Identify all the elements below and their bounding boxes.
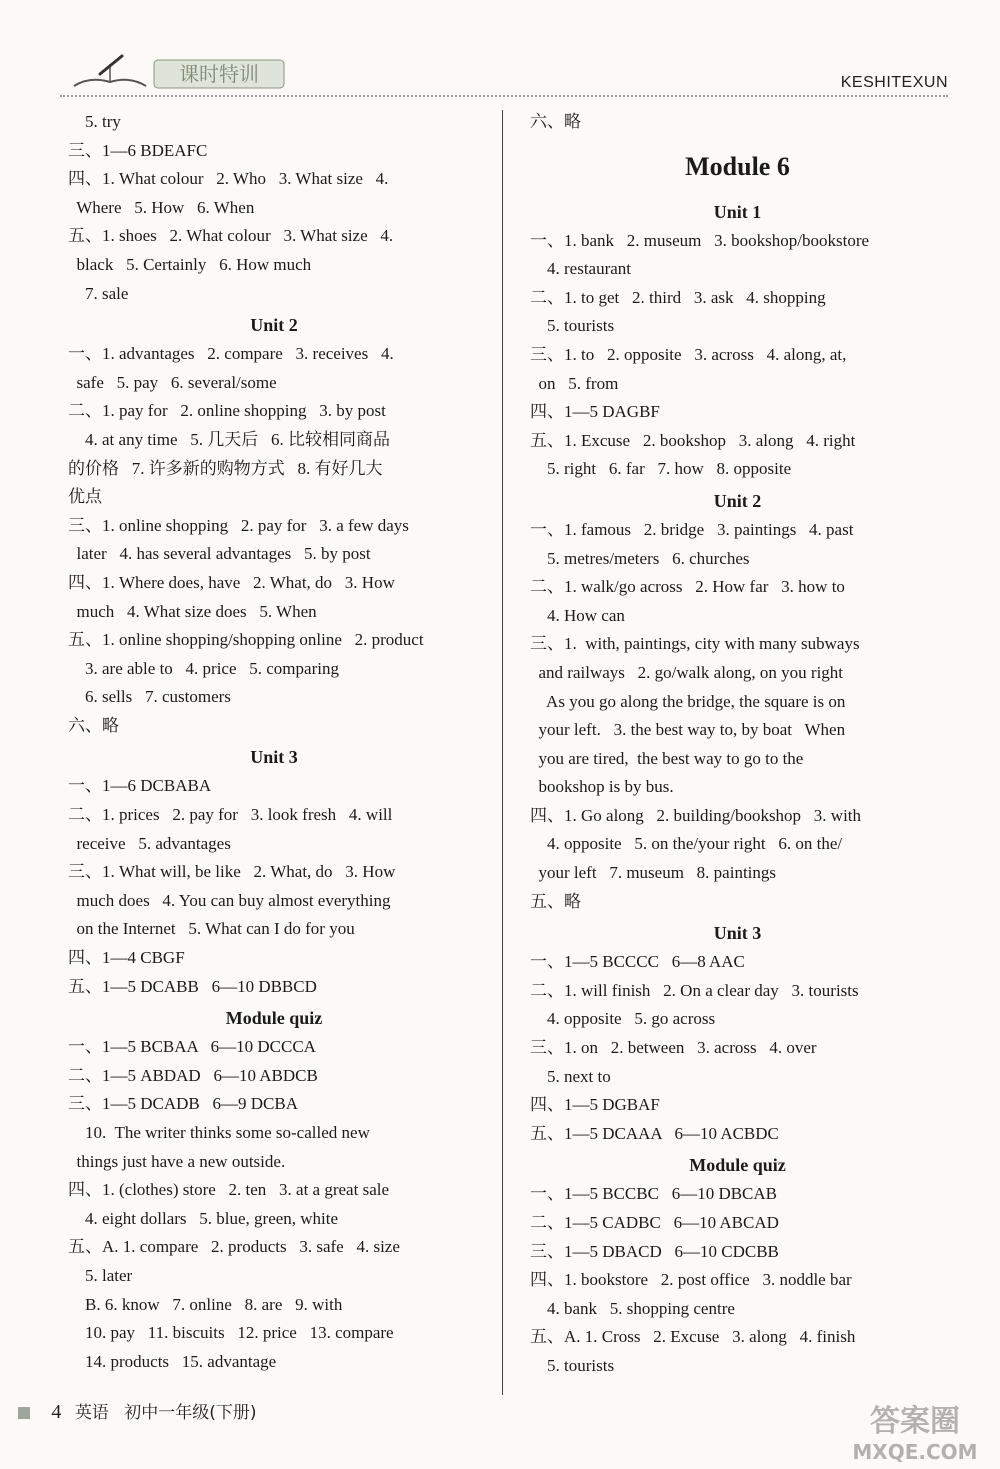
answer-line: 5. next to xyxy=(530,1066,611,1086)
answer-line: 四、1—4 CBGF xyxy=(68,948,185,968)
page-number: 4 xyxy=(51,1401,62,1423)
answer-line: 一、1—5 BCCBC 6—10 DBCAB xyxy=(530,1184,778,1204)
answer-line: 四、1. Go along 2. building/bookshop 3. with xyxy=(530,805,862,825)
answer-line: 4. opposite 5. go across xyxy=(530,1009,716,1029)
answer-line: 五、A. 1. Cross 2. Excuse 3. along 4. finish xyxy=(530,1327,856,1347)
footer-grade: 初中一年级(下册) xyxy=(124,1403,257,1423)
answer-line: 5. right 6. far 7. how 8. opposite xyxy=(530,459,792,479)
answer-line: 五、略 xyxy=(530,891,581,911)
answer-line: and railways 2. go/walk along, on you right xyxy=(530,662,844,682)
module-title: Module 6 xyxy=(685,151,790,181)
section-title: Unit 3 xyxy=(713,923,762,944)
answer-line: 五、1. online shopping/shopping online 2. product xyxy=(68,630,424,650)
answer-line: 四、1. What colour 2. Who 3. What size 4. xyxy=(68,169,389,189)
answer-line: 二、1. prices 2. pay for 3. look fresh 4. will xyxy=(68,805,393,825)
answer-line: 二、1. pay for 2. online shopping 3. by post xyxy=(68,401,386,421)
answer-line: 一、1. advantages 2. compare 3. receives 4. xyxy=(68,344,394,364)
answer-line: 4. bank 5. shopping centre xyxy=(530,1298,735,1318)
answer-line: 4. How can xyxy=(530,605,625,625)
answer-line: 一、1—5 BCCCC 6—8 AAC xyxy=(530,952,745,972)
column-divider xyxy=(502,110,503,1395)
answer-line: later 4. has several advantages 5. by post xyxy=(68,544,371,564)
answer-line: 一、1—6 DCBABA xyxy=(68,776,212,796)
section-title: Module quiz xyxy=(225,1008,323,1029)
answer-line: you are tired, the best way to go to the xyxy=(530,748,804,768)
answer-line: 一、1—5 BCBAA 6—10 DCCCA xyxy=(68,1037,316,1057)
section-title: Unit 2 xyxy=(713,490,762,511)
answer-line: 四、1—5 DAGBF xyxy=(530,402,660,422)
footer-mark-icon xyxy=(18,1407,30,1419)
answer-line: receive 5. advantages xyxy=(68,833,231,853)
answer-line: 二、1—5 CADBC 6—10 ABCAD xyxy=(530,1213,779,1232)
answer-line: 7. sale xyxy=(68,283,129,303)
answer-line: 4. eight dollars 5. blue, green, white xyxy=(68,1208,339,1228)
answer-line: bookshop is by bus. xyxy=(530,777,674,797)
page-header xyxy=(0,0,1000,100)
header-code: KESHITEXUN xyxy=(840,74,948,91)
answer-line: 三、1. with, paintings, city with many subways xyxy=(530,634,860,654)
answer-line: 四、1—5 DGBAF xyxy=(530,1095,660,1115)
answer-line: 三、1. What will, be like 2. What, do 3. How xyxy=(68,862,396,882)
answer-line: black 5. Certainly 6. How much xyxy=(68,254,312,274)
answer-line: your left. 3. the best way to, by boat When xyxy=(530,720,846,740)
answer-line: 三、1—5 DBACD 6—10 CDCBB xyxy=(530,1241,779,1261)
watermark-logo xyxy=(840,1395,990,1467)
answer-line: 5. metres/meters 6. churches xyxy=(530,548,750,568)
answer-line: 三、1—5 DCADB 6—9 DCBA xyxy=(68,1094,298,1114)
watermark-top: 答案圈 xyxy=(870,1404,960,1439)
page-footer xyxy=(18,1398,256,1424)
answer-line: on the Internet 5. What can I do for you xyxy=(68,919,355,939)
answer-line: 5. later xyxy=(68,1265,133,1285)
book-logo-icon xyxy=(70,52,290,94)
answer-line: Where 5. How 6. When xyxy=(68,197,255,217)
answer-line: things just have a new outside. xyxy=(68,1151,286,1171)
answer-line: 5. tourists xyxy=(530,316,615,336)
footer-subject: 英语 xyxy=(74,1403,109,1423)
answer-line: 5. try xyxy=(68,112,121,131)
answer-line: 一、1. famous 2. bridge 3. paintings 4. past xyxy=(530,519,854,539)
answer-line: 4. restaurant xyxy=(530,259,632,279)
answer-line: on 5. from xyxy=(530,373,619,393)
answer-line: As you go along the bridge, the square is on xyxy=(530,691,846,711)
answer-line: 3. are able to 4. price 5. comparing xyxy=(68,658,339,678)
watermark-bottom: MXQE.COM xyxy=(852,1440,978,1464)
answer-line: 的价格 7. 许多新的购物方式 8. 有好几大 xyxy=(68,458,383,478)
section-title: Unit 1 xyxy=(713,201,762,222)
answer-line: 二、1. will finish 2. On a clear day 3. tourists xyxy=(530,980,859,1000)
answer-line: 五、1. Excuse 2. bookshop 3. along 4. right xyxy=(530,430,856,450)
answer-line: 三、1. online shopping 2. pay for 3. a few days xyxy=(68,515,409,535)
answer-line: 五、A. 1. compare 2. products 3. safe 4. size xyxy=(68,1237,400,1257)
answer-line: safe 5. pay 6. several/some xyxy=(68,372,277,392)
answer-line: 一、1. bank 2. museum 3. bookshop/bookstore xyxy=(530,230,870,250)
left-column xyxy=(68,108,480,1376)
answer-line: 14. products 15. advantage xyxy=(68,1351,277,1371)
answer-line: 10. pay 11. biscuits 12. price 13. compare xyxy=(68,1323,394,1343)
answer-line: much 4. What size does 5. When xyxy=(68,601,317,621)
answer-line: 5. tourists xyxy=(530,1355,615,1375)
answer-line: 五、1—5 DCAAA 6—10 ACBDC xyxy=(530,1123,779,1143)
answer-line: 六、略 xyxy=(530,112,581,131)
section-title: Unit 3 xyxy=(250,747,298,768)
answer-line: 三、1. on 2. between 3. across 4. over xyxy=(530,1038,817,1058)
answer-line: 6. sells 7. customers xyxy=(68,687,231,707)
answer-line: 10. The writer thinks some so-called new xyxy=(68,1123,370,1142)
header-divider xyxy=(60,95,948,97)
section-title: Module quiz xyxy=(689,1155,786,1176)
answer-line: 优点 xyxy=(68,487,102,507)
answer-line: 二、1. walk/go across 2. How far 3. how to xyxy=(530,577,845,597)
section-title: Unit 2 xyxy=(250,315,298,336)
answer-line: 四、1. (clothes) store 2. ten 3. at a great sale xyxy=(68,1180,390,1200)
answer-line: 三、1. to 2. opposite 3. across 4. along, at, xyxy=(530,344,847,364)
answer-line: 二、1—5 ABDAD 6—10 ABDCB xyxy=(68,1065,318,1085)
logo-text: 课时特训 xyxy=(179,62,259,86)
answer-line: 六、略 xyxy=(68,715,119,735)
answer-line: 四、1. Where does, have 2. What, do 3. How xyxy=(68,572,395,592)
right-column xyxy=(530,108,945,1381)
answer-line: 二、1. to get 2. third 3. ask 4. shopping xyxy=(530,287,826,307)
answer-line: B. 6. know 7. online 8. are 9. with xyxy=(68,1294,343,1314)
answer-line: 五、1—5 DCABB 6—10 DBBCD xyxy=(68,976,317,996)
answer-line: 四、1. bookstore 2. post office 3. noddle bar xyxy=(530,1270,852,1290)
answer-line: your left 7. museum 8. paintings xyxy=(530,863,777,883)
answer-line: 五、1. shoes 2. What colour 3. What size 4. xyxy=(68,226,394,246)
answer-line: 4. opposite 5. on the/your right 6. on the/ xyxy=(530,834,843,854)
answer-line: much does 4. You can buy almost everything xyxy=(68,890,391,910)
answer-line: 三、1—6 BDEAFC xyxy=(68,140,208,160)
answer-line: 4. at any time 5. 几天后 6. 比较相同商品 xyxy=(68,429,391,449)
